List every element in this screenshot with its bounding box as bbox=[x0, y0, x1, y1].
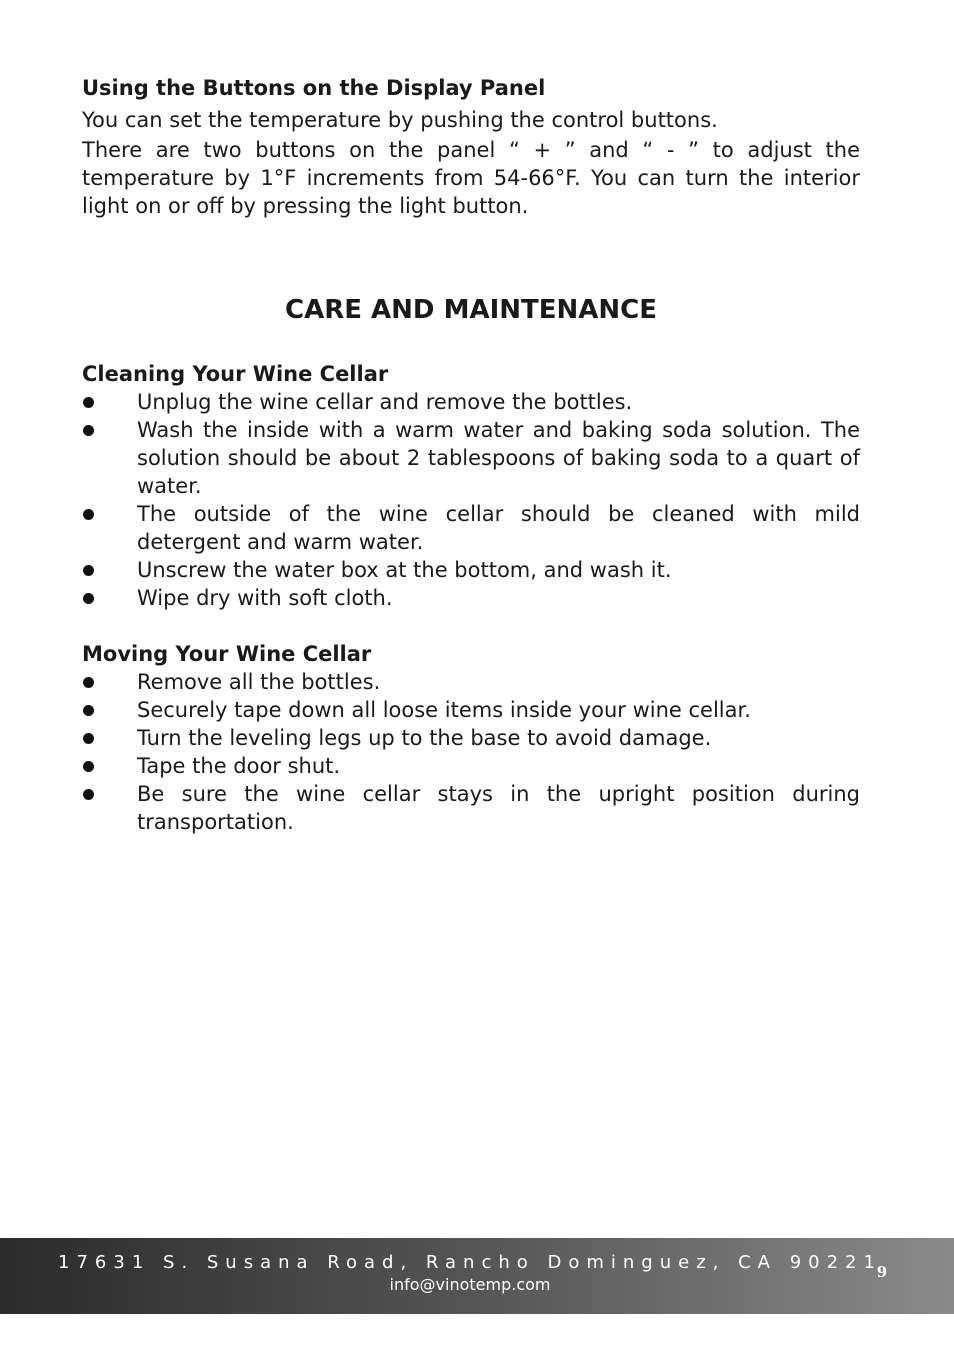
list-item bbox=[82, 780, 860, 836]
list-item bbox=[82, 388, 860, 416]
bullet-icon bbox=[83, 593, 94, 604]
list-item-text: Remove all the bottles. bbox=[137, 670, 381, 694]
page-footer bbox=[0, 1238, 954, 1314]
list-item bbox=[82, 416, 860, 500]
list-item bbox=[82, 556, 860, 584]
footer-address: 17631 S. Susana Road, Rancho Dominguez, CA 90221 bbox=[58, 1252, 882, 1273]
moving-list bbox=[82, 668, 860, 836]
paragraph-buttons-description: There are two buttons on the panel “ + ” and “ - ” to adjust the temperature by 1°F increments from 54-66°F. You can turn the interior light on or off by pressing the light button. bbox=[82, 138, 860, 218]
list-item bbox=[82, 752, 860, 780]
section-heading-buttons: Using the Buttons on the Display Panel bbox=[82, 76, 546, 100]
list-item-text: Unplug the wine cellar and remove the bottles. bbox=[137, 390, 633, 414]
page-title: CARE AND MAINTENANCE bbox=[285, 295, 657, 325]
list-item bbox=[82, 500, 860, 556]
list-item-text: Wash the inside with a warm water and baking soda solution. The solution should be about 2 tablespoons of baking soda to a quart of water. bbox=[137, 418, 860, 498]
list-item-text: The outside of the wine cellar should be cleaned with mild detergent and warm water. bbox=[137, 502, 860, 554]
list-item-text: Turn the leveling legs up to the base to avoid damage. bbox=[137, 726, 712, 750]
list-item bbox=[82, 668, 860, 696]
list-item-text: Unscrew the water box at the bottom, and wash it. bbox=[137, 558, 672, 582]
section-heading-moving: Moving Your Wine Cellar bbox=[82, 642, 372, 666]
page-content bbox=[82, 74, 860, 836]
bullet-icon bbox=[83, 705, 94, 716]
list-item-text: Securely tape down all loose items inside your wine cellar. bbox=[137, 698, 751, 722]
bullet-icon bbox=[83, 761, 94, 772]
page-number: 9 bbox=[876, 1263, 888, 1281]
cleaning-list bbox=[82, 388, 860, 612]
list-item-text: Wipe dry with soft cloth. bbox=[137, 586, 393, 610]
bullet-icon bbox=[83, 565, 94, 576]
list-item bbox=[82, 696, 860, 724]
list-item-text: Tape the door shut. bbox=[137, 754, 341, 778]
bullet-icon bbox=[83, 677, 94, 688]
list-item-text: Be sure the wine cellar stays in the upright position during transportation. bbox=[137, 782, 860, 834]
list-item bbox=[82, 724, 860, 752]
bullet-icon bbox=[83, 425, 94, 436]
list-item bbox=[82, 584, 860, 612]
bullet-icon bbox=[83, 733, 94, 744]
section-heading-cleaning: Cleaning Your Wine Cellar bbox=[82, 362, 389, 386]
paragraph-set-temperature: You can set the temperature by pushing the control buttons. bbox=[82, 108, 718, 132]
footer-email: info@vinotemp.com bbox=[389, 1275, 551, 1294]
bullet-icon bbox=[83, 789, 94, 800]
bullet-icon bbox=[83, 397, 94, 408]
bullet-icon bbox=[83, 509, 94, 520]
